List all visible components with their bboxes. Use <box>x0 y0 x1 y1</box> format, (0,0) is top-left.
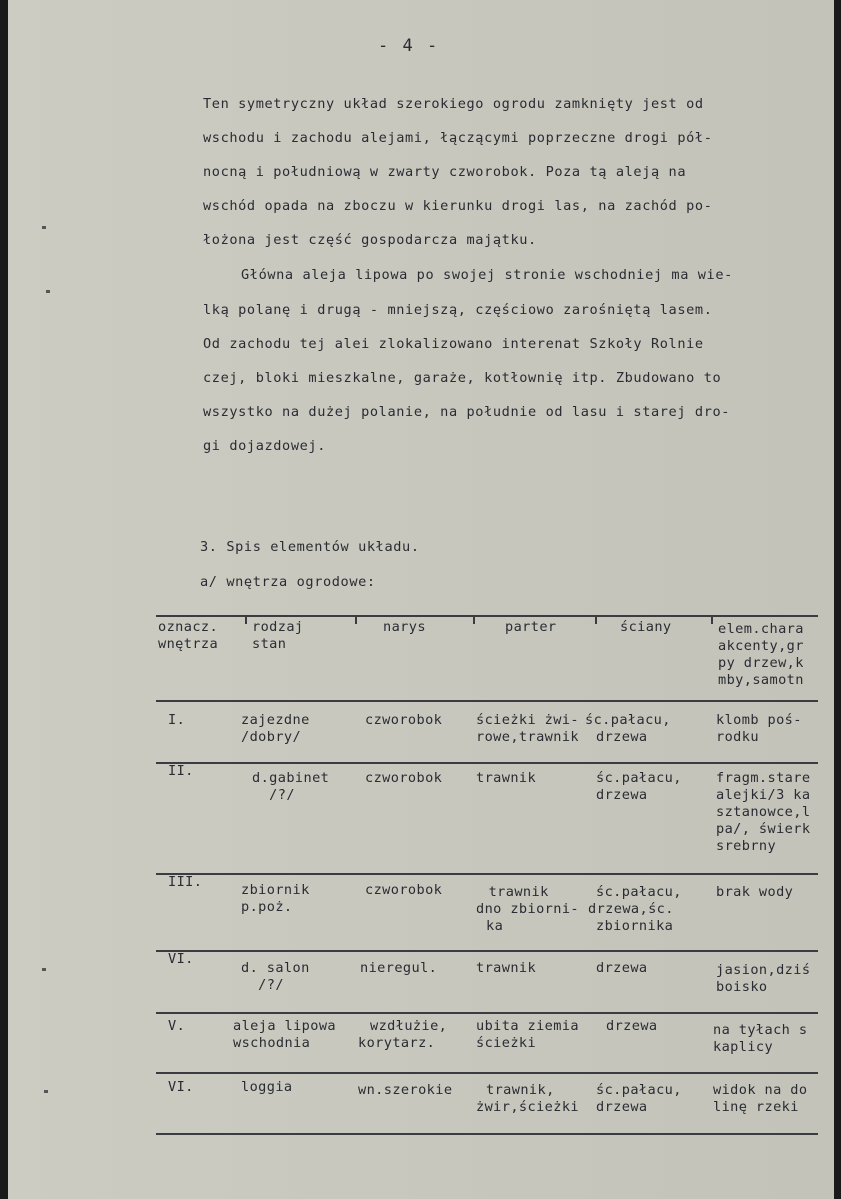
table-row-narys: korytarz. <box>358 1035 436 1051</box>
table-row-rodzaj: zajezdne <box>241 712 310 728</box>
table-row-elementy: sztanowce,l <box>716 804 811 820</box>
table-row-rodzaj: p.poż. <box>241 899 293 915</box>
table-row-elementy: jasion,dziś <box>716 962 811 978</box>
paragraph-1-line: nocną i południową w zwarty czworobok. Poza tą aleją na <box>203 164 687 180</box>
table-row-rodzaj: d. salon <box>241 960 310 976</box>
header-elementy-line4: mby,samotn <box>718 672 804 688</box>
table-row-parter: trawnik <box>476 960 537 976</box>
table-row-parter: trawnik <box>480 884 549 900</box>
header-rodzaj-line2: stan <box>252 636 287 652</box>
table-row-rodzaj: /?/ <box>241 977 284 993</box>
table-row-narys: czworobok <box>365 770 443 786</box>
table-row-elementy: kaplicy <box>713 1039 774 1055</box>
header-sciany: ściany <box>620 619 672 635</box>
paragraph-2-line: czej, bloki mieszkalne, garaże, kotłownię itp. Zbudowano to <box>203 370 722 386</box>
header-rodzaj-line1: rodzaj <box>252 619 304 635</box>
subsection-heading: a/ wnętrza ogrodowe: <box>200 574 376 590</box>
table-row-sciany: zbiornika <box>596 918 674 934</box>
table-row-code: I. <box>168 712 186 728</box>
margin-mark <box>42 968 46 971</box>
column-divider <box>711 616 713 624</box>
table-row-code: III. <box>168 874 203 890</box>
margin-mark <box>44 1090 48 1093</box>
table-row-sciany: drzewa <box>596 729 648 745</box>
table-row-rule <box>156 950 818 952</box>
table-row-sciany: śc.pałacu, <box>596 1082 682 1098</box>
table-row-rodzaj: aleja lipowa <box>233 1018 337 1034</box>
table-row-parter: rowe,trawnik <box>476 729 580 745</box>
paragraph-1-line: Ten symetryczny układ szerokiego ogrodu zamknięty jest od <box>203 96 704 112</box>
table-row-elementy: widok na do <box>713 1082 808 1098</box>
table-row-sciany: drzewa <box>596 1099 648 1115</box>
table-row-parter: żwir,ścieżki <box>476 1099 580 1115</box>
header-elementy-line3: py drzew,k <box>718 655 804 671</box>
table-row-elementy: rodku <box>716 729 759 745</box>
column-divider <box>245 616 247 624</box>
table-row-parter: ubita ziemia <box>476 1018 580 1034</box>
header-parter: parter <box>505 619 557 635</box>
table-row-rule <box>156 700 818 702</box>
table-row-parter: ścieżki żwi- <box>476 712 580 728</box>
table-row-elementy: fragm.stare <box>716 770 811 786</box>
paragraph-2-line: lką polanę i drugą - mniejszą, częściowo zarośniętą lasem. <box>203 302 713 318</box>
header-elementy-line1: elem.chara <box>718 621 804 637</box>
paragraph-2-line: Główna aleja lipowa po swojej stronie wschodniej ma wie- <box>241 267 733 283</box>
table-row-narys: wn.szerokie <box>358 1082 453 1098</box>
column-divider <box>595 616 597 624</box>
table-row-parter: trawnik, <box>486 1082 555 1098</box>
table-row-parter: dno zbiorni- <box>476 901 580 917</box>
table-bottom-rule <box>156 1133 818 1135</box>
table-row-narys: nieregul. <box>360 960 438 976</box>
paragraph-1-line: wschód opada na zboczu w kierunku drogi las, na zachód po- <box>203 198 713 214</box>
paragraph-1-line: łożona jest część gospodarcza majątku. <box>203 232 537 248</box>
table-row-rodzaj: /dobry/ <box>241 729 302 745</box>
table-top-rule <box>156 615 818 617</box>
table-row-elementy: pa/, świerk <box>716 821 811 837</box>
table-row-sciany: drzewa <box>596 960 648 976</box>
document-page <box>8 0 834 1199</box>
table-row-code: VI. <box>168 951 194 967</box>
table-row-elementy: na tyłach s <box>713 1022 808 1038</box>
header-narys: narys <box>383 619 426 635</box>
table-row-elementy: linę rzeki <box>713 1099 799 1115</box>
paragraph-2-line: gi dojazdowej. <box>203 438 326 454</box>
table-row-elementy: boisko <box>716 979 768 995</box>
table-row-sciany: śc.pałacu, <box>596 884 682 900</box>
section-heading: 3. Spis elementów układu. <box>200 539 420 555</box>
table-row-rule <box>156 1072 818 1074</box>
table-row-rodzaj: zbiornik <box>241 882 310 898</box>
table-row-parter: ścieżki <box>476 1035 537 1051</box>
table-row-sciany: drzewa,śc. <box>588 901 674 917</box>
column-divider <box>355 616 357 624</box>
table-row-rule <box>156 1012 818 1014</box>
table-row-narys: wzdłużie, <box>370 1018 448 1034</box>
table-row-elementy: alejki/3 ka <box>716 787 811 803</box>
table-row-rodzaj: d.gabinet <box>252 770 330 786</box>
table-row-parter: ka <box>486 918 504 934</box>
table-row-code: VI. <box>168 1079 194 1095</box>
margin-mark <box>46 290 50 293</box>
table-row-rodzaj: wschodnia <box>233 1035 311 1051</box>
table-row-rule <box>156 762 818 764</box>
page-number: - 4 - <box>378 36 440 56</box>
table-row-rodzaj: /?/ <box>252 787 295 803</box>
table-row-code: V. <box>168 1018 186 1034</box>
paragraph-2-line: Od zachodu tej alei zlokalizowano interenat Szkoły Rolnie <box>203 336 704 352</box>
table-row-narys: czworobok <box>365 712 443 728</box>
table-row-code: II. <box>168 763 194 779</box>
margin-mark <box>42 226 46 229</box>
table-row-rule <box>156 873 818 875</box>
table-row-elementy: klomb poś- <box>716 712 802 728</box>
table-row-parter: trawnik <box>476 770 537 786</box>
table-row-narys: czworobok <box>365 882 443 898</box>
table-row-rodzaj: loggia <box>241 1079 293 1095</box>
table-row-sciany: śc.pałacu, <box>585 712 671 728</box>
table-row-elementy: srebrny <box>716 838 777 854</box>
header-oznacz-line1: oznacz. <box>158 619 219 635</box>
column-divider <box>473 616 475 624</box>
table-row-elementy: brak wody <box>716 884 794 900</box>
paragraph-1-line: wschodu i zachodu alejami, łączącymi poprzeczne drogi pół- <box>203 130 713 146</box>
table-row-sciany: drzewa <box>606 1018 658 1034</box>
paragraph-2-line: wszystko na dużej polanie, na południe od lasu i starej dro- <box>203 404 731 420</box>
table-row-sciany: drzewa <box>596 787 648 803</box>
header-oznacz-line2: wnętrza <box>158 636 219 652</box>
header-elementy-line2: akcenty,gr <box>718 638 804 654</box>
table-row-sciany: śc.pałacu, <box>596 770 682 786</box>
